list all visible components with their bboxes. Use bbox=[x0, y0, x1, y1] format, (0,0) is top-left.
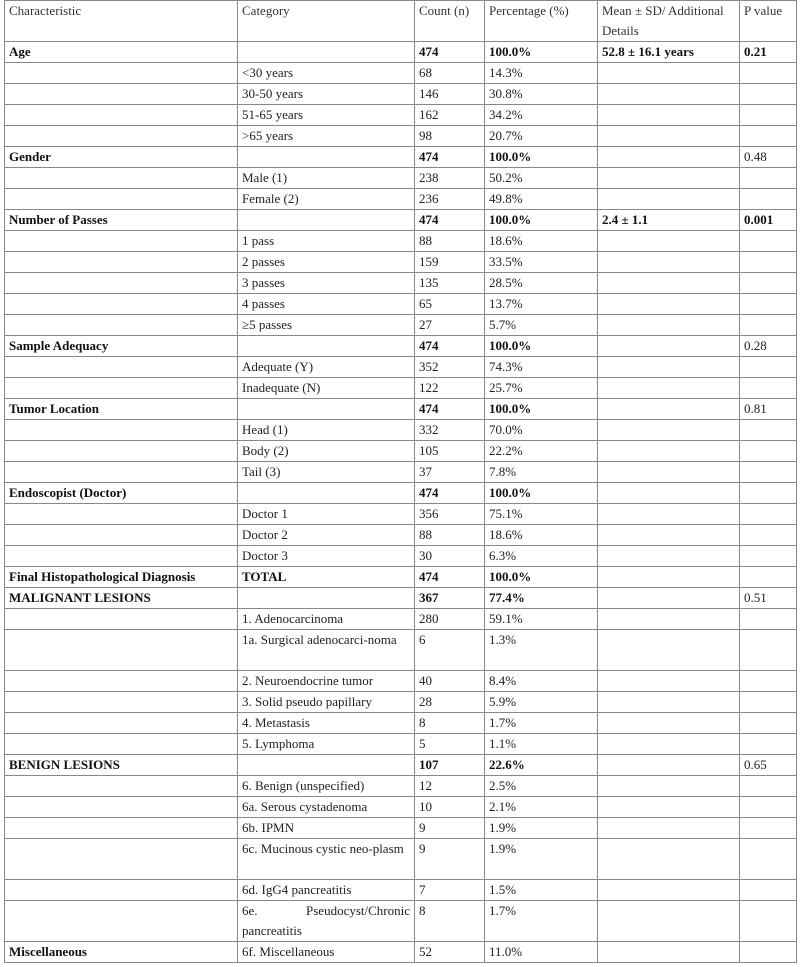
category-cell: Tail (3) bbox=[238, 462, 415, 483]
percentage-cell: 1.9% bbox=[485, 839, 598, 880]
section-row-malignant bbox=[5, 588, 797, 609]
section-row-age bbox=[5, 42, 797, 63]
category-cell: 6a. Serous cystadenoma bbox=[238, 797, 415, 818]
table-row bbox=[5, 84, 797, 105]
count-cell: 65 bbox=[415, 294, 485, 315]
percentage-cell: 49.8% bbox=[485, 189, 598, 210]
category-cell: 6c. Mucinous cystic neo-plasm bbox=[238, 839, 415, 880]
table-row bbox=[5, 609, 797, 630]
count-cell: 68 bbox=[415, 63, 485, 84]
category-cell: 1 pass bbox=[238, 231, 415, 252]
percentage-cell: 100.0% bbox=[485, 42, 598, 63]
percentage-cell: 28.5% bbox=[485, 273, 598, 294]
pvalue-cell: 0.51 bbox=[740, 588, 797, 609]
count-cell: 474 bbox=[415, 42, 485, 63]
count-cell: 7 bbox=[415, 880, 485, 901]
category-cell: 5. Lymphoma bbox=[238, 734, 415, 755]
pvalue-cell: 0.81 bbox=[740, 399, 797, 420]
count-cell: 6 bbox=[415, 630, 485, 671]
table-row bbox=[5, 252, 797, 273]
section-row-final-diagnosis bbox=[5, 567, 797, 588]
category-cell: >65 years bbox=[238, 126, 415, 147]
table-row bbox=[5, 231, 797, 252]
table-row bbox=[5, 63, 797, 84]
category-cell: 30-50 years bbox=[238, 84, 415, 105]
category-cell: 1. Adenocarcinoma bbox=[238, 609, 415, 630]
table-row bbox=[5, 839, 797, 880]
category-cell: 6f. Miscellaneous bbox=[238, 942, 415, 963]
section-label: Miscellaneous bbox=[5, 942, 238, 963]
table-row bbox=[5, 189, 797, 210]
count-cell: 40 bbox=[415, 671, 485, 692]
table-row bbox=[5, 880, 797, 901]
count-cell: 352 bbox=[415, 357, 485, 378]
table-row bbox=[5, 294, 797, 315]
section-label: MALIGNANT LESIONS bbox=[5, 588, 238, 609]
count-cell: 28 bbox=[415, 692, 485, 713]
section-row-benign bbox=[5, 755, 797, 776]
category-cell bbox=[238, 42, 415, 63]
count-cell: 135 bbox=[415, 273, 485, 294]
col-header-pvalue: P value bbox=[740, 1, 797, 42]
count-cell: 9 bbox=[415, 839, 485, 880]
category-cell: 3 passes bbox=[238, 273, 415, 294]
table-row bbox=[5, 630, 797, 671]
category-cell: Inadequate (N) bbox=[238, 378, 415, 399]
count-cell: 105 bbox=[415, 441, 485, 462]
table-row bbox=[5, 105, 797, 126]
table-row bbox=[5, 734, 797, 755]
section-label: Tumor Location bbox=[5, 399, 238, 420]
count-cell: 5 bbox=[415, 734, 485, 755]
percentage-cell: 11.0% bbox=[485, 942, 598, 963]
mean-cell: 52.8 ± 16.1 years bbox=[598, 42, 740, 63]
percentage-cell: 13.7% bbox=[485, 294, 598, 315]
col-header-percentage: Percentage (%) bbox=[485, 1, 598, 42]
section-label: Endoscopist (Doctor) bbox=[5, 483, 238, 504]
category-cell: 6e. Pseudocyst/Chronic pancreatitis bbox=[238, 901, 415, 942]
percentage-cell: 8.4% bbox=[485, 671, 598, 692]
count-cell: 474 bbox=[415, 147, 485, 168]
header-row bbox=[5, 1, 797, 42]
table-row bbox=[5, 462, 797, 483]
count-cell: 162 bbox=[415, 105, 485, 126]
section-row-adequacy bbox=[5, 336, 797, 357]
percentage-cell: 100.0% bbox=[485, 567, 598, 588]
table-row bbox=[5, 441, 797, 462]
count-cell: 474 bbox=[415, 399, 485, 420]
category-cell: 2 passes bbox=[238, 252, 415, 273]
pvalue-cell: 0.48 bbox=[740, 147, 797, 168]
count-cell: 30 bbox=[415, 546, 485, 567]
category-cell: 2. Neuroendocrine tumor bbox=[238, 671, 415, 692]
count-cell: 37 bbox=[415, 462, 485, 483]
pvalue-cell: 0.65 bbox=[740, 755, 797, 776]
section-row-endoscopist bbox=[5, 483, 797, 504]
category-cell: Adequate (Y) bbox=[238, 357, 415, 378]
percentage-cell: 20.7% bbox=[485, 126, 598, 147]
table-row bbox=[5, 504, 797, 525]
count-cell: 146 bbox=[415, 84, 485, 105]
category-cell: 6b. IPMN bbox=[238, 818, 415, 839]
percentage-cell: 77.4% bbox=[485, 588, 598, 609]
mean-cell: 2.4 ± 1.1 bbox=[598, 210, 740, 231]
count-cell: 98 bbox=[415, 126, 485, 147]
section-label: Sample Adequacy bbox=[5, 336, 238, 357]
count-cell: 159 bbox=[415, 252, 485, 273]
col-header-category: Category bbox=[238, 1, 415, 42]
count-cell: 88 bbox=[415, 525, 485, 546]
count-cell: 52 bbox=[415, 942, 485, 963]
percentage-cell: 14.3% bbox=[485, 63, 598, 84]
pvalue-cell: 0.001 bbox=[740, 210, 797, 231]
count-cell: 8 bbox=[415, 901, 485, 942]
percentage-cell: 50.2% bbox=[485, 168, 598, 189]
category-cell: <30 years bbox=[238, 63, 415, 84]
category-cell: Male (1) bbox=[238, 168, 415, 189]
percentage-cell: 1.3% bbox=[485, 630, 598, 671]
section-row-miscellaneous bbox=[5, 942, 797, 963]
category-cell: Doctor 3 bbox=[238, 546, 415, 567]
category-cell: ≥5 passes bbox=[238, 315, 415, 336]
percentage-cell: 6.3% bbox=[485, 546, 598, 567]
table-row bbox=[5, 525, 797, 546]
table-row bbox=[5, 546, 797, 567]
table-row bbox=[5, 126, 797, 147]
col-header-characteristic: Characteristic bbox=[5, 1, 238, 42]
percentage-cell: 1.1% bbox=[485, 734, 598, 755]
count-cell: 474 bbox=[415, 336, 485, 357]
category-cell: 1a. Surgical adenocarci-noma bbox=[238, 630, 415, 671]
category-cell: 3. Solid pseudo papillary bbox=[238, 692, 415, 713]
count-cell: 8 bbox=[415, 713, 485, 734]
percentage-cell: 22.2% bbox=[485, 441, 598, 462]
section-label: Age bbox=[5, 42, 238, 63]
percentage-cell: 100.0% bbox=[485, 336, 598, 357]
col-header-count: Count (n) bbox=[415, 1, 485, 42]
percentage-cell: 5.7% bbox=[485, 315, 598, 336]
count-cell: 12 bbox=[415, 776, 485, 797]
percentage-cell: 5.9% bbox=[485, 692, 598, 713]
section-label: Final Histopathological Diagnosis bbox=[5, 567, 238, 588]
percentage-cell: 7.8% bbox=[485, 462, 598, 483]
section-label: Gender bbox=[5, 147, 238, 168]
count-cell: 88 bbox=[415, 231, 485, 252]
count-cell: 356 bbox=[415, 504, 485, 525]
table-row bbox=[5, 776, 797, 797]
category-cell: 6d. IgG4 pancreatitis bbox=[238, 880, 415, 901]
percentage-cell: 100.0% bbox=[485, 147, 598, 168]
category-cell: Doctor 2 bbox=[238, 525, 415, 546]
category-cell: Body (2) bbox=[238, 441, 415, 462]
count-cell: 474 bbox=[415, 483, 485, 504]
count-cell: 367 bbox=[415, 588, 485, 609]
percentage-cell: 59.1% bbox=[485, 609, 598, 630]
table-row bbox=[5, 901, 797, 942]
count-cell: 238 bbox=[415, 168, 485, 189]
count-cell: 122 bbox=[415, 378, 485, 399]
table-row bbox=[5, 818, 797, 839]
category-cell: Head (1) bbox=[238, 420, 415, 441]
count-cell: 474 bbox=[415, 567, 485, 588]
percentage-cell: 100.0% bbox=[485, 483, 598, 504]
percentage-cell: 74.3% bbox=[485, 357, 598, 378]
category-cell: 51-65 years bbox=[238, 105, 415, 126]
percentage-cell: 18.6% bbox=[485, 525, 598, 546]
characteristics-table bbox=[4, 0, 797, 963]
percentage-cell: 18.6% bbox=[485, 231, 598, 252]
table-row bbox=[5, 357, 797, 378]
percentage-cell: 1.7% bbox=[485, 901, 598, 942]
table-row bbox=[5, 420, 797, 441]
percentage-cell: 1.5% bbox=[485, 880, 598, 901]
col-header-mean: Mean ± SD/ Additional Details bbox=[598, 1, 740, 42]
percentage-cell: 2.1% bbox=[485, 797, 598, 818]
percentage-cell: 75.1% bbox=[485, 504, 598, 525]
category-cell: Female (2) bbox=[238, 189, 415, 210]
category-cell: 4. Metastasis bbox=[238, 713, 415, 734]
count-cell: 332 bbox=[415, 420, 485, 441]
table-row bbox=[5, 168, 797, 189]
count-cell: 474 bbox=[415, 210, 485, 231]
percentage-cell: 70.0% bbox=[485, 420, 598, 441]
category-cell: 6. Benign (unspecified) bbox=[238, 776, 415, 797]
percentage-cell: 33.5% bbox=[485, 252, 598, 273]
table-row bbox=[5, 273, 797, 294]
category-cell: Doctor 1 bbox=[238, 504, 415, 525]
section-label: Number of Passes bbox=[5, 210, 238, 231]
table-row bbox=[5, 315, 797, 336]
percentage-cell: 25.7% bbox=[485, 378, 598, 399]
table-row bbox=[5, 797, 797, 818]
percentage-cell: 100.0% bbox=[485, 399, 598, 420]
section-label: BENIGN LESIONS bbox=[5, 755, 238, 776]
section-row-passes bbox=[5, 210, 797, 231]
percentage-cell: 30.8% bbox=[485, 84, 598, 105]
section-row-location bbox=[5, 399, 797, 420]
count-cell: 280 bbox=[415, 609, 485, 630]
percentage-cell: 22.6% bbox=[485, 755, 598, 776]
category-cell: TOTAL bbox=[238, 567, 415, 588]
percentage-cell: 100.0% bbox=[485, 210, 598, 231]
percentage-cell: 1.7% bbox=[485, 713, 598, 734]
pvalue-cell: 0.28 bbox=[740, 336, 797, 357]
table-row bbox=[5, 671, 797, 692]
table-row bbox=[5, 692, 797, 713]
table-row bbox=[5, 378, 797, 399]
count-cell: 236 bbox=[415, 189, 485, 210]
table-row bbox=[5, 713, 797, 734]
category-cell: 4 passes bbox=[238, 294, 415, 315]
percentage-cell: 34.2% bbox=[485, 105, 598, 126]
percentage-cell: 2.5% bbox=[485, 776, 598, 797]
count-cell: 27 bbox=[415, 315, 485, 336]
count-cell: 9 bbox=[415, 818, 485, 839]
percentage-cell: 1.9% bbox=[485, 818, 598, 839]
count-cell: 107 bbox=[415, 755, 485, 776]
count-cell: 10 bbox=[415, 797, 485, 818]
section-row-gender bbox=[5, 147, 797, 168]
pvalue-cell: 0.21 bbox=[740, 42, 797, 63]
